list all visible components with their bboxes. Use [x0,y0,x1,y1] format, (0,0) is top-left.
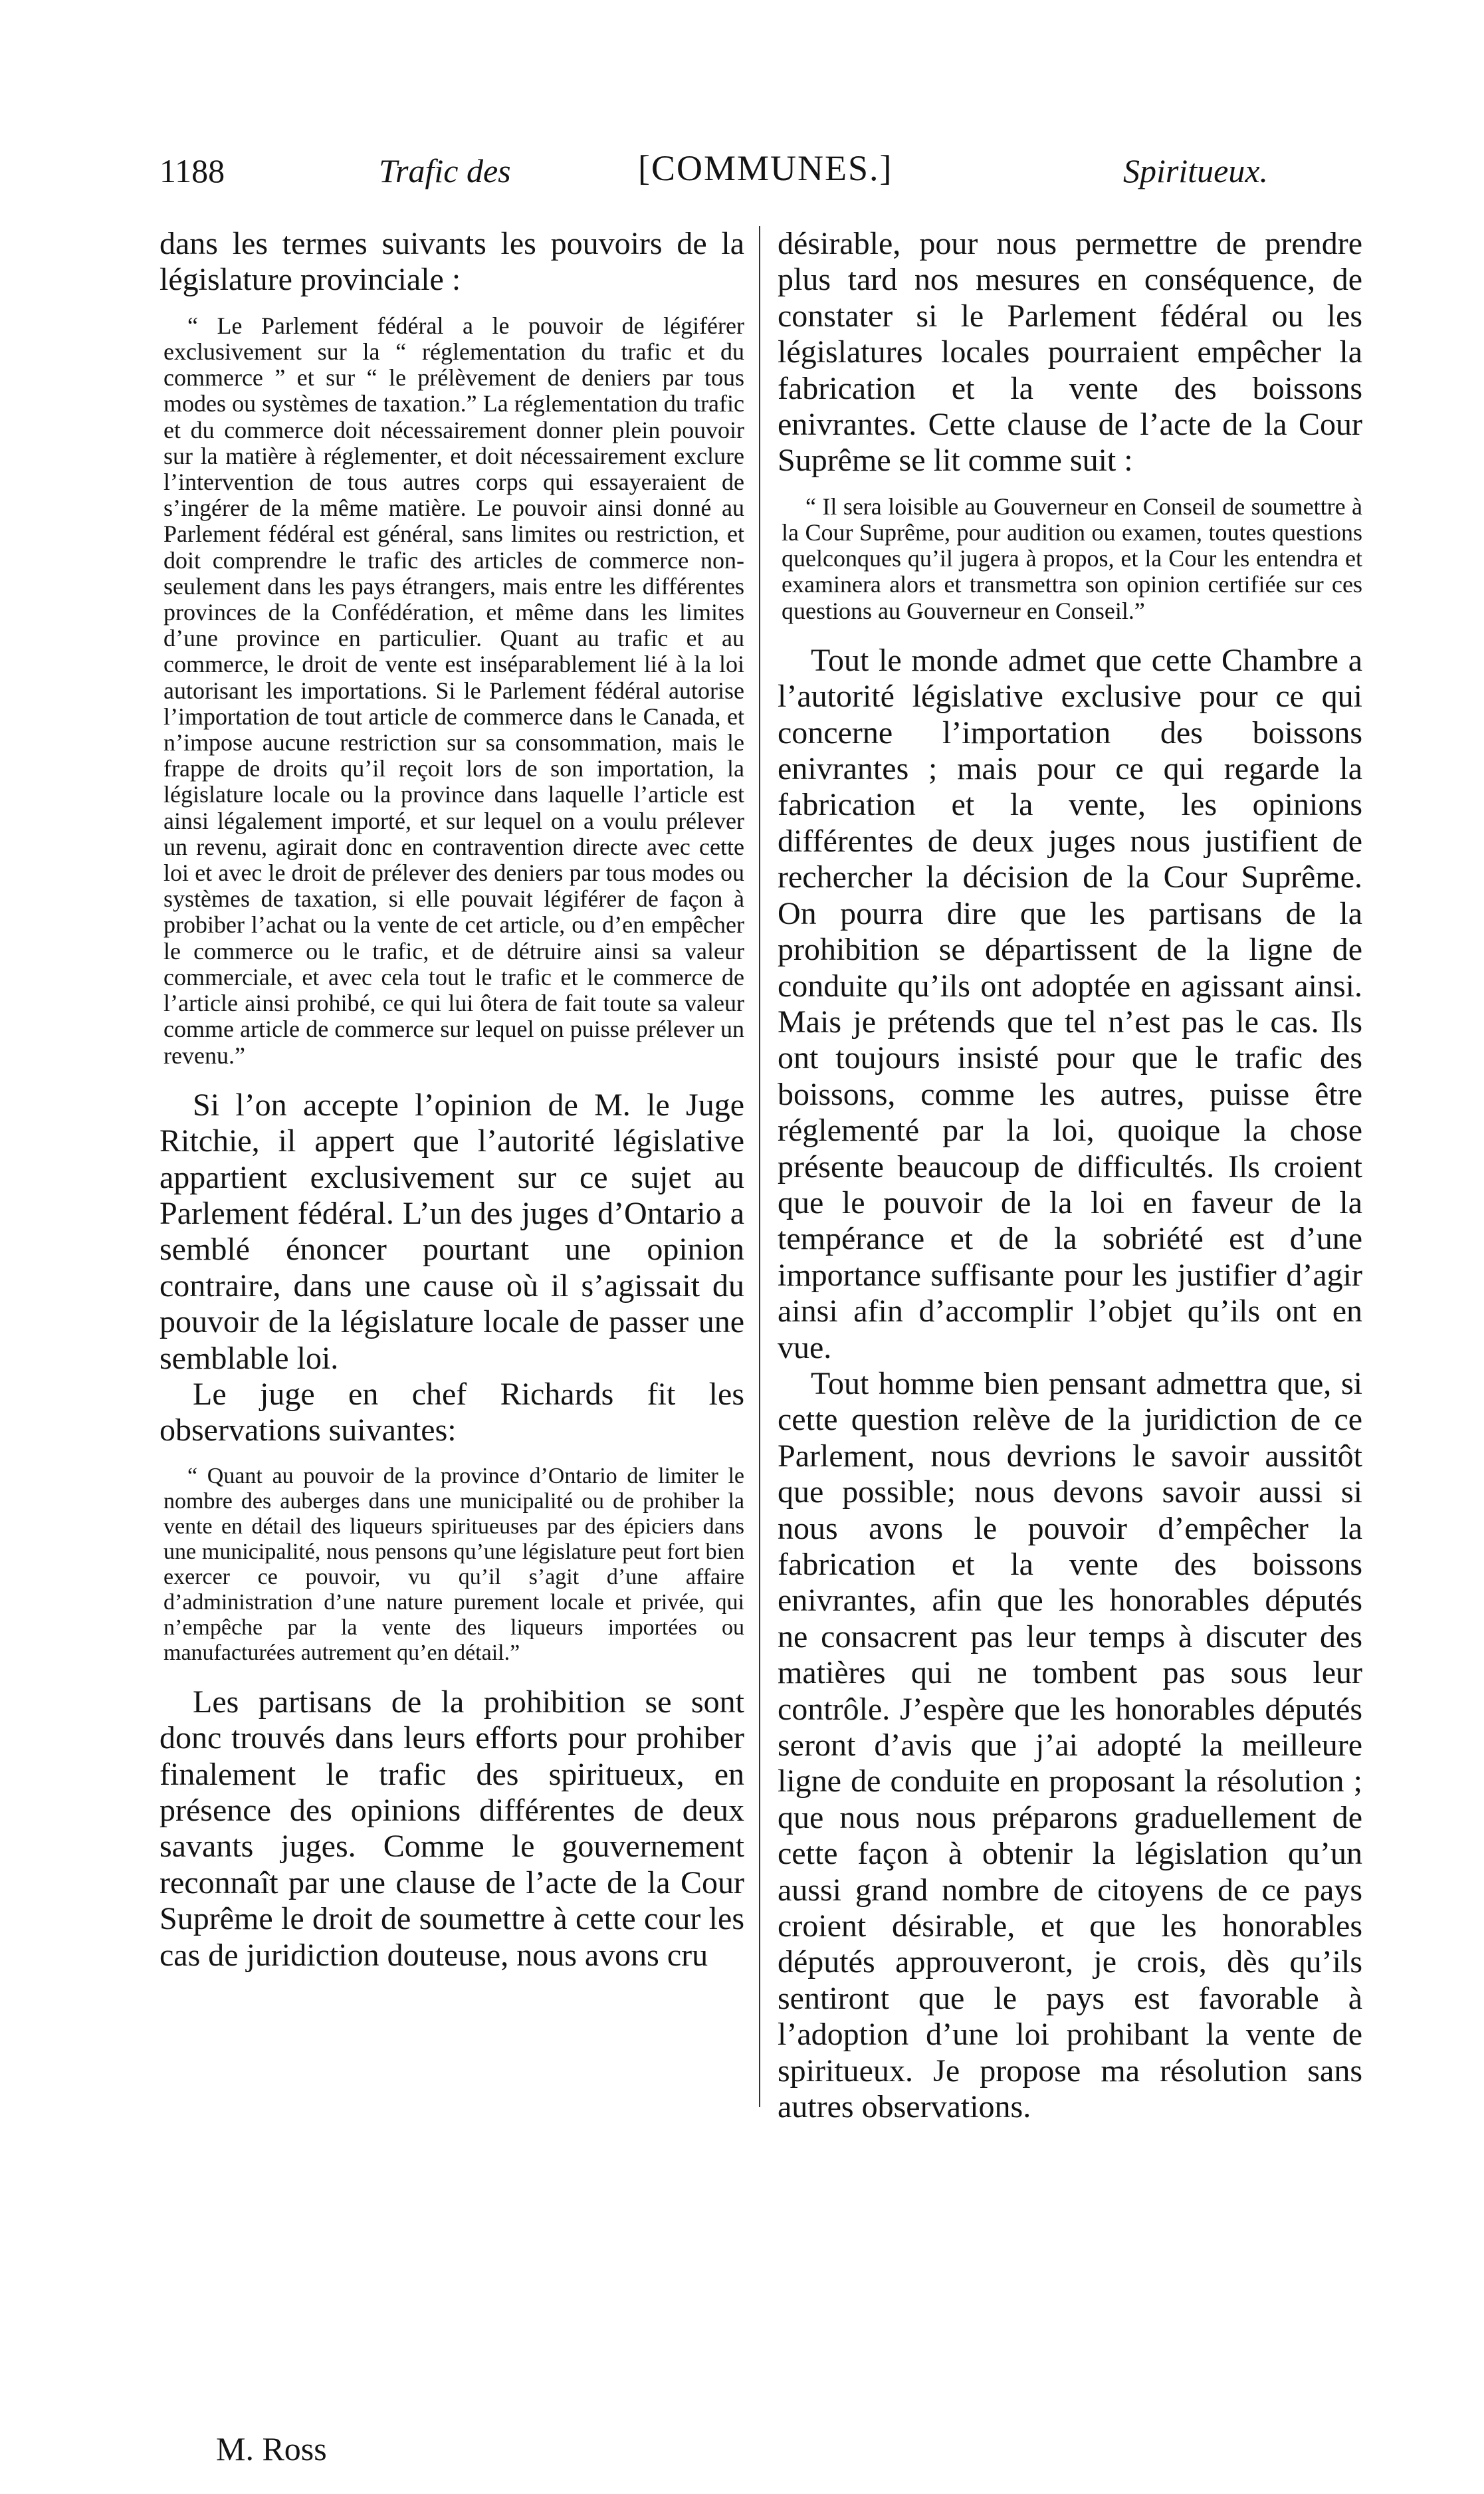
footer-speaker: M. Ross [216,2430,327,2467]
page-header [159,133,1269,199]
left-quote-richards: “ Quant au pouvoir de la province d’Ontario de limiter le nombre des auberges dans une municipalité ou de prohiber la vente en détail des liqueurs spiritueuses par des épiciers dans une municipalité, nous pensons qu’une législature peut fort bien exercer ce pouvoir, vu qu’il s’agit d’une affaire d’administration d’une nature purement locale et privée, qui n’empêche par la vente des liqueurs importées ou manufacturées autrement qu’en détail.” [163,1463,744,1665]
right-quote-supreme-court-act: “ Il sera loisible au Gouverneur en Conseil de soumettre à la Cour Suprême, pour audition ou examen, toutes questions quelconques qu’il jugera à propos, et la Cour les entendra et examinera alors et transmettra son opinion certifiée sur ces questions au Gouverneur en Conseil.” [782,493,1362,624]
column-divider [759,226,760,2107]
running-title-right: Spiritueux. [1123,152,1269,189]
right-paragraph-2: Tout le monde admet que cette Chambre a l’autorité législative exclusive pour ce qui concerne l’importation des boissons enivrantes ; mais pour ce qui regarde la fabrication et la vente, les opinions différentes de deux juges nous justifient de rechercher la décision de la Cour Suprême. On pourra dire que les partisans de la prohibition se départissent de la ligne de conduite qu’ils ont adoptée en agissant ainsi. Mais je prétends que tel n’est pas le cas. Ils ont toujours insisté pour que le trafic des boissons, comme les autres, puisse être réglementé par la loi, quoique la chose présente beaucoup de difficultés. Ils croient que le pouvoir de la loi en faveur de la tempérance et de la sobriété est d’une importance suffisante pour les justifier d’agir ainsi afin d’accomplir l’objet qu’ils ont en vue. [778,642,1362,1365]
left-paragraph-3: Le juge en chef Richards fit les observations suivantes: [159,1376,744,1448]
page-number: 1188 [159,152,225,189]
left-column [159,226,744,1974]
right-paragraph-3: Tout homme bien pensant admettra que, si cette question relève de la juridiction de ce Parlement, nous devrions le savoir aussitôt que possible; nous devons savoir aussi si nous avons le pouvoir d’empêcher la fabrication et la vente des boissons enivrantes, afin que les honorables députés ne consacrent pas leur temps à discuter des matières qui ne tombent pas sous leur contrôle. J’espère que les honorables députés seront d’avis que j’ai adopté la meilleure ligne de conduite en proposant la résolution ; que nous nous préparons graduellement de cette façon à obtenir la législation qu’un aussi grand nombre de citoyens de ce pays croient désirable, et que les honorables députés approuveront, je crois, dès qu’ils sentiront que le pays est favorable à l’adoption d’une loi prohibant la vente de spiritueux. Je propose ma résolution sans autres observations. [778,1365,1362,2125]
left-paragraph-2: Si l’on accepte l’opinion de M. le Juge Ritchie, il appert que l’autorité législative appartient exclusivement sur ce sujet au Parlement fédéral. L’un des juges d’Ontario a semblé énoncer pourtant une opinion contraire, dans une cause où il s’agissait du pouvoir de la législature locale de passer une semblable loi. [159,1087,744,1376]
running-title-center: [COMMUNES.] [638,148,893,188]
right-column [778,226,1362,2126]
running-title-left: Trafic des [379,152,511,189]
right-paragraph-1: désirable, pour nous permettre de prendre plus tard nos mesures en conséquence, de constater si le Parlement fédéral ou les législatures locales pourraient empêcher la fabrication et la vente des boissons enivrantes. Cette clause de l’acte de la Cour Suprême se lit comme suit : [778,226,1362,479]
left-quote-ritchie: “ Le Parlement fédéral a le pouvoir de légiférer exclusivement sur la “ réglementation du trafic et du commerce ” et sur “ le prélèvement de deniers par tous modes ou systèmes de taxation.” La réglementation du trafic et du commerce doit nécessairement donner plein pouvoir sur la matière à réglementer, et doit nécessairement exclure l’intervention de tous autres corps qui essayeraient de s’ingérer de la même matière. Le pouvoir ainsi donné au Parlement fédéral est général, sans limites ou restriction, et doit comprendre le trafic des articles de commerce non-seulement dans les pays étrangers, mais entre les différentes provinces de la Confédération, et même dans les limites d’une province en particulier. Quant au trafic et au commerce, le droit de vente est inséparablement lié à la loi autorisant les importations. Si le Parlement fédéral autorise l’importation de tout article de commerce dans le Canada, et n’impose aucune restriction sur sa consommation, mais le frappe de droits qu’il reçoit lors de son importation, la législature locale ou la province dans laquelle l’article est ainsi légalement importé, et sur lequel on a voulu prélever un revenu, agirait donc en contravention directe avec cette loi et avec le droit de prélever des deniers par tous modes ou systèmes de taxation, si elle pouvait légiférer de façon à probiber l’achat ou la vente de cet article, ou d’en empêcher le commerce ou le trafic, et de détruire ainsi sa valeur commerciale, et avec cela tout le trafic et le commerce de l’article ainsi prohibé, ce qui lui ôtera de fait toute sa valeur comme article de commerce sur lequel on puisse prélever un revenu.” [163,312,744,1069]
left-paragraph-4: Les partisans de la prohibition se sont donc trouvés dans leurs efforts pour prohiber finalement le trafic des spiritueux, en présence des opinions différentes de deux savants juges. Comme le gouvernement reconnaît par une clause de l’acte de la Cour Suprême le droit de soumettre à cette cour les cas de juridiction douteuse, nous avons cru [159,1684,744,1973]
left-paragraph-1: dans les termes suivants les pouvoirs de la législature provinciale : [159,226,744,298]
